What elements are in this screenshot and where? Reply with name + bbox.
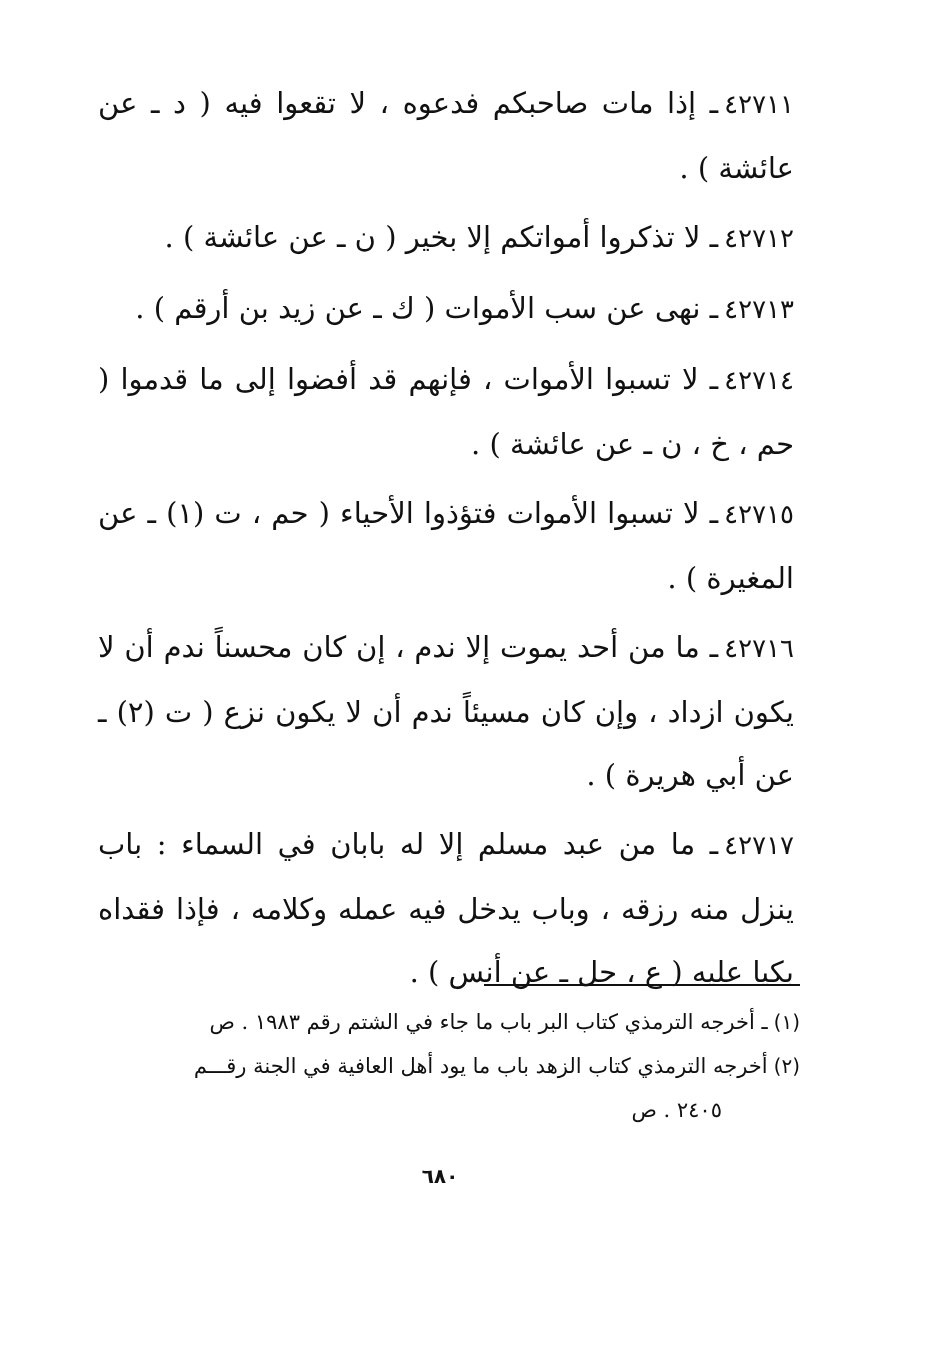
hadith-number: ٤٢٧١٥ [724, 500, 794, 530]
page-number: ٦٨٠ [421, 1164, 459, 1188]
hadith-entry-42714 [98, 348, 794, 476]
footnote-2-continued [100, 1088, 800, 1132]
hadith-text: ـ إذا مات صاحبكم فدعوه ، لا تقعوا فيه ( د ـ عن عائشة ) . [98, 86, 794, 185]
footnote-1 [100, 1000, 800, 1044]
footnotes [100, 1000, 800, 1132]
hadith-text: ـ ما من عبد مسلم إلا له بابان في السماء : باب ينزل منه رزقه ، وباب يدخل فيه عمله وكلامه ، فإذا فقداه بكيا عليه ( ع ، حل ـ عن أنس ) . [98, 827, 794, 989]
footnote-text: ـ أخرجه الترمذي كتاب البر باب ما جاء في الشتم رقم ١٩٨٣ . ص [209, 1010, 768, 1034]
hadith-number: ٤٢٧١٣ [724, 295, 794, 325]
hadith-text: ـ نهى عن سب الأموات ( ك ـ عن زيد بن أرقم ) . [135, 291, 719, 325]
hadith-entry-42713 [98, 277, 794, 342]
hadith-text: ـ لا تسبوا الأموات فتؤذوا الأحياء ( حم ، ت (١) ـ عن المغيرة ) . [98, 496, 794, 595]
footnote-text: ٢٤٠٥ . ص [631, 1098, 722, 1122]
hadith-text: ـ لا تسبوا الأموات ، فإنهم قد أفضوا إلى ما قدموا ( حم ، خ ، ن ـ عن عائشة ) . [98, 362, 794, 461]
hadith-list [98, 72, 794, 1010]
hadith-text: ـ لا تذكروا أمواتكم إلا بخير ( ن ـ عن عائشة ) . [164, 220, 719, 254]
footnote-divider [484, 984, 800, 986]
footnote-number: (٢) [773, 1054, 800, 1078]
footnote-2 [100, 1044, 800, 1088]
hadith-entry-42712 [98, 206, 794, 271]
hadith-entry-42711 [98, 72, 794, 200]
hadith-number: ٤٢٧١٤ [724, 366, 794, 396]
hadith-number: ٤٢٧١٧ [724, 831, 794, 861]
hadith-number: ٤٢٧١١ [724, 90, 794, 120]
hadith-entry-42717 [98, 813, 794, 1004]
hadith-entry-42716 [98, 616, 794, 807]
hadith-number: ٤٢٧١٢ [724, 224, 794, 254]
footnote-text: أخرجه الترمذي كتاب الزهد باب ما يود أهل العافية في الجنة رقـــم [193, 1054, 768, 1078]
hadith-number: ٤٢٧١٦ [724, 634, 794, 664]
hadith-entry-42715 [98, 482, 794, 610]
footnote-number: (١) [773, 1010, 800, 1034]
hadith-text: ـ ما من أحد يموت إلا ندم ، إن كان محسناً ندم أن لا يكون ازداد ، وإن كان مسيئاً ندم أن لا يكون نزع ( ت (٢) ـ عن أبي هريرة ) . [98, 630, 794, 792]
